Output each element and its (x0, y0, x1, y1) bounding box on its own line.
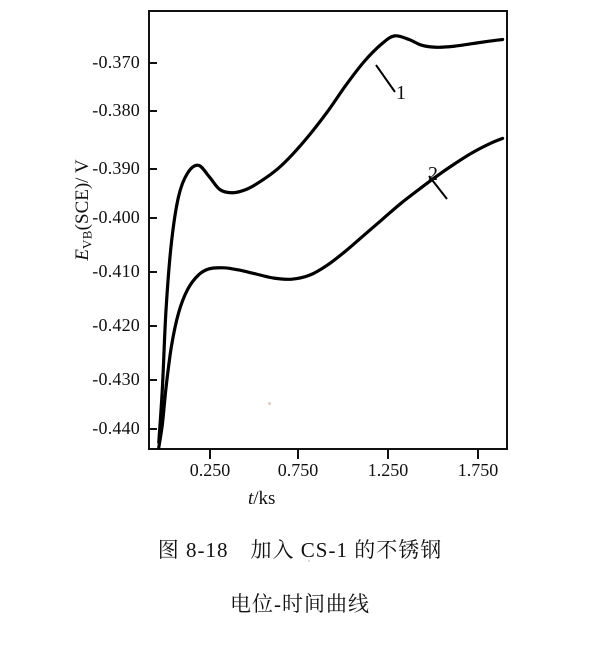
x-tick-mark (387, 450, 389, 459)
series-2-label: 2 (428, 163, 438, 185)
y-tick-label: -0.400 (92, 207, 140, 227)
x-axis-title-italic: t (248, 488, 254, 509)
y-tick-label: -0.410 (92, 261, 140, 281)
series-1-curve (159, 36, 503, 442)
y-tick-label: -0.370 (92, 52, 140, 72)
series-1-leader-line (376, 65, 395, 92)
y-tick-label: -0.430 (92, 369, 140, 389)
figure-caption-line-1: 图 8-18 加入 CS-1 的不锈钢 (157, 538, 443, 562)
y-tick-label: -0.440 (92, 418, 140, 438)
x-tick-mark (477, 450, 479, 459)
x-tick-mark (297, 450, 299, 459)
x-tick-label: 0.750 (277, 460, 319, 480)
x-tick-mark (209, 450, 211, 459)
series-2-curve (159, 138, 503, 447)
y-axis-title-main: E (72, 249, 93, 261)
x-tick-label: 1.750 (457, 460, 499, 480)
series-1-label: 1 (396, 82, 406, 104)
y-tick-label: -0.390 (92, 158, 140, 178)
y-tick-label: -0.420 (92, 315, 140, 335)
x-tick-label: 1.250 (367, 460, 409, 480)
y-tick-label: -0.380 (92, 100, 140, 120)
curves-svg (148, 10, 508, 450)
y-axis-title-rest: (SCE)/ V (72, 159, 93, 231)
x-tick-label: 0.250 (189, 460, 231, 480)
y-axis-title-sub: VB (79, 230, 95, 249)
x-axis-title (248, 488, 275, 510)
plot-area (148, 10, 508, 450)
x-axis-title-rest: /ks (253, 488, 276, 509)
figure-caption-line-2: 电位-时间曲线 (230, 592, 370, 616)
